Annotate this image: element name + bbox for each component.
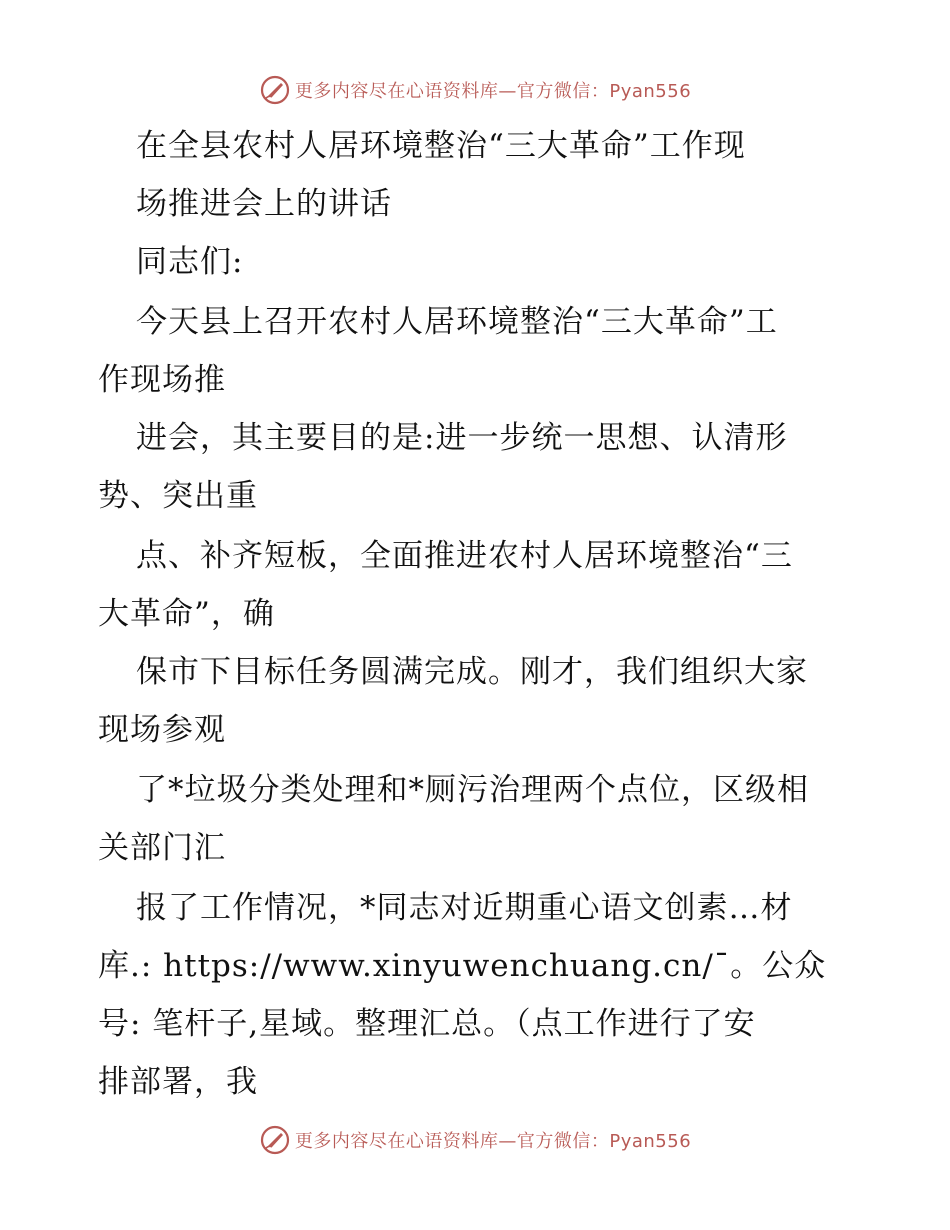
quill-logo-icon [259, 74, 291, 106]
paragraph-line: 作现场推 [98, 362, 226, 398]
quill-logo-icon [259, 1124, 291, 1156]
paragraph-line: 库.: https://www.xinyuwenchuang.cn/¯。公众 [98, 948, 827, 984]
header-banner [0, 70, 950, 110]
paragraph-line: 势、突出重 [98, 478, 258, 514]
salutation: 同志们: [136, 244, 244, 280]
header-banner-text: 更多内容尽在心语资料库—官方微信：Pyan556 [294, 81, 692, 102]
paragraph-line: 今天县上召开农村人居环境整治“三大革命”工 [136, 304, 778, 340]
paragraph-line: 大革命”，确 [98, 596, 275, 632]
paragraph-line: 排部署，我 [98, 1064, 258, 1100]
title-line-2: 场推进会上的讲话 [136, 186, 392, 222]
paragraph-line: 关部门汇 [98, 830, 226, 866]
paragraph-line: 了*垃圾分类处理和*厕污治理两个点位，区级相 [136, 772, 809, 808]
paragraph-line: 进会，其主要目的是:进一步统一思想、认清形 [136, 420, 788, 456]
footer-banner-text: 更多内容尽在心语资料库—官方微信：Pyan556 [294, 1131, 692, 1152]
paragraph-line: 现场参观 [98, 712, 226, 748]
footer-banner-content [259, 1124, 691, 1156]
footer-banner [0, 1120, 950, 1160]
header-banner-content [259, 74, 691, 106]
paragraph-line: 保市下目标任务圆满完成。刚才，我们组织大家 [136, 654, 808, 690]
paragraph-line: 号: 笔杆子,星域。整理汇总。（点工作进行了安 [98, 1006, 756, 1042]
paragraph-line: 报了工作情况，*同志对近期重心语文创素…材 [136, 890, 793, 926]
paragraph-line: 点、补齐短板，全面推进农村人居环境整治“三 [136, 538, 793, 574]
title-line-1: 在全县农村人居环境整治“三大革命”工作现 [136, 128, 746, 164]
